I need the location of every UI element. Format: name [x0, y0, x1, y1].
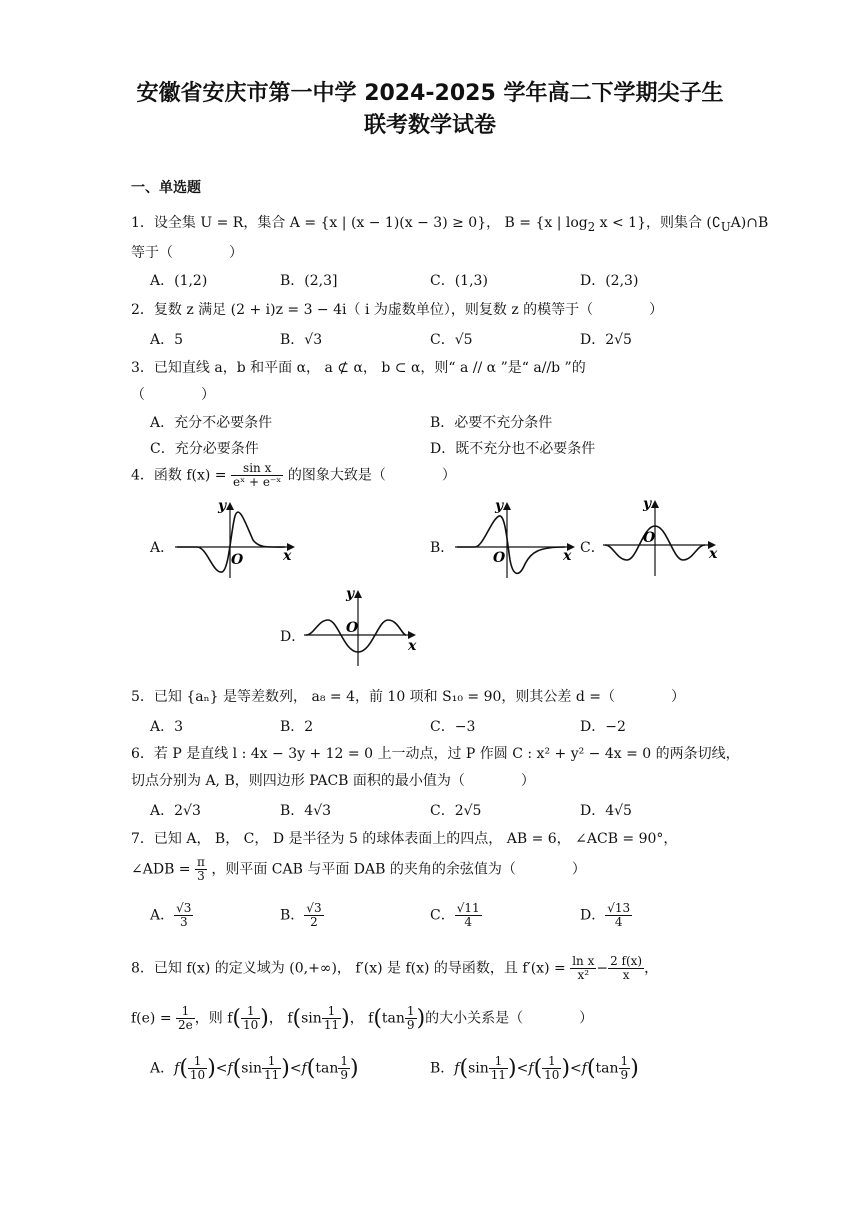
- q1-text-c: A)∩B: [730, 215, 769, 231]
- f: f: [301, 1060, 307, 1077]
- q5-option-d[interactable]: D．−2: [580, 719, 626, 735]
- q4-option-d-label[interactable]: D．: [280, 629, 306, 645]
- q1-text-b: x < 1}，则集合 (∁: [595, 215, 721, 231]
- curve: [457, 516, 565, 573]
- q6-option-a[interactable]: A．2√3: [150, 803, 201, 819]
- q1-text-a: 1．设全集 U = R，集合 A = {x | (x − 1)(x − 3) ≥ 0}， B = {x | log: [131, 215, 588, 231]
- q8-minus: −: [596, 960, 609, 977]
- q7-text-b: ，则平面 CAB 与平面 DAB 的夹角的余弦值为（ ）: [211, 861, 586, 878]
- q7-option-c[interactable]: [430, 902, 482, 929]
- num: 1: [262, 1055, 281, 1069]
- q5-option-c[interactable]: C．−3: [430, 719, 476, 735]
- q4-graph-c[interactable]: [603, 498, 733, 578]
- q1-stem: [131, 212, 768, 234]
- label: A．: [150, 1060, 175, 1077]
- q7-option-d[interactable]: [580, 902, 632, 929]
- q8-text-a2: f(e) =: [131, 1010, 172, 1027]
- q7-angle-fraction: [195, 856, 207, 883]
- den: 10: [189, 1068, 206, 1082]
- num: 1: [241, 1005, 260, 1019]
- q4-option-c-label[interactable]: C．: [580, 540, 605, 556]
- paren: ): [260, 1006, 269, 1031]
- q7-option-d-fraction: [605, 902, 632, 929]
- den: 11: [263, 1068, 280, 1082]
- den: 9: [340, 1068, 349, 1082]
- q2-option-a[interactable]: A．5: [150, 332, 184, 348]
- num: 1: [542, 1055, 561, 1069]
- q4-text-a: 4．函数 f(x) =: [131, 467, 227, 484]
- num: 1: [406, 1004, 415, 1018]
- paren: ): [341, 1006, 350, 1031]
- y-label: y: [346, 586, 355, 602]
- num: √11: [456, 901, 480, 915]
- label: B．: [430, 1060, 455, 1077]
- q1-option-a[interactable]: A．(1,2): [150, 273, 208, 289]
- y-label: y: [218, 498, 227, 514]
- q8-comma: ，: [644, 960, 659, 977]
- q8-fe-fraction: [176, 1005, 195, 1032]
- x-label: x: [283, 548, 292, 564]
- q3-option-d[interactable]: D．既不充分也不必要条件: [430, 441, 596, 457]
- y-label: y: [643, 496, 652, 512]
- num: ln x: [572, 954, 595, 968]
- q1-option-d[interactable]: D．(2,3): [580, 273, 639, 289]
- den: 2: [310, 915, 318, 929]
- q6-option-c[interactable]: C．2√5: [430, 803, 482, 819]
- num: 1: [340, 1054, 349, 1068]
- paren: ): [416, 1006, 426, 1031]
- f: f: [528, 1060, 534, 1077]
- q4-function-fraction: [231, 462, 283, 489]
- q5-option-a[interactable]: A．3: [150, 719, 184, 735]
- q7-angle-num: π: [197, 855, 205, 869]
- den: 2e: [178, 1018, 193, 1032]
- f: f: [174, 1060, 180, 1077]
- f: f: [454, 1060, 460, 1077]
- q7-angle-den: 3: [197, 869, 205, 883]
- origin-label: O: [346, 620, 359, 636]
- paper-title-line1: 安徽省安庆市第一中学 2024-2025 学年高二下学期尖子生: [136, 81, 724, 106]
- section-heading: 一、单选题: [131, 180, 201, 196]
- q4-denominator: eˣ + e⁻ˣ: [233, 475, 282, 489]
- q7-option-b-label: B．: [280, 907, 305, 924]
- paren: (: [306, 1056, 316, 1081]
- q8-stem-line2: [131, 1005, 593, 1032]
- frac: [188, 1055, 207, 1082]
- sin: sin: [468, 1060, 489, 1077]
- q1-log-base: 2: [587, 219, 596, 234]
- origin-label: O: [643, 530, 656, 546]
- lt: <: [516, 1060, 529, 1077]
- q4-option-b-label[interactable]: B．: [430, 540, 455, 556]
- f: f: [581, 1060, 587, 1077]
- q7-option-a-label: A．: [150, 907, 175, 924]
- num: 1: [489, 1055, 508, 1069]
- num: 2 f(x): [610, 954, 643, 968]
- den: 11: [323, 1018, 340, 1032]
- f: f: [227, 1060, 233, 1077]
- q6-option-d[interactable]: D．4√5: [580, 803, 632, 819]
- paren: (: [232, 1056, 242, 1081]
- q1-option-c[interactable]: C．(1,3): [430, 273, 488, 289]
- q2-option-b[interactable]: B．√3: [280, 332, 323, 348]
- y-axis-arrow: [503, 502, 511, 510]
- lt: <: [215, 1060, 228, 1077]
- q6-option-b[interactable]: B．4√3: [280, 803, 332, 819]
- q3-stem-line2: （ ）: [131, 387, 215, 403]
- num: 1: [322, 1005, 341, 1019]
- q6-stem-line2: 切点分别为 A, B，则四边形 PACB 面积的最小值为（ ）: [131, 773, 535, 789]
- q4-graph-b[interactable]: [455, 500, 585, 580]
- q7-stem: 7．已知 A， B， C， D 是半径为 5 的球体表面上的四点， AB = 6， ∠ACB = 90°，: [131, 831, 678, 847]
- paren: (: [459, 1056, 469, 1081]
- q8-text-e2: 的大小关系是（ ）: [425, 1010, 594, 1027]
- den: x²: [577, 968, 590, 982]
- sin-label: sin: [301, 1010, 322, 1027]
- num: √3: [306, 901, 322, 915]
- q8-text-c2: ， f: [268, 1010, 293, 1027]
- q7-option-c-fraction: [455, 902, 482, 929]
- q8-fraction-2: [608, 955, 644, 982]
- q2-stem: 2．复数 z 满足 (2 + i)z = 3 − 4i（ i 为虚数单位），则复数 z 的模等于（ ）: [131, 302, 664, 318]
- q8-p3: [405, 1005, 417, 1032]
- q1-complement-sub: U: [720, 219, 731, 234]
- q7-text-a: ∠ADB =: [131, 861, 191, 878]
- paren: ): [561, 1056, 571, 1081]
- frac: [489, 1055, 508, 1082]
- den: 10: [243, 1018, 259, 1032]
- x-label: x: [408, 638, 417, 654]
- q4-graph-d[interactable]: [304, 588, 434, 668]
- den: 4: [464, 915, 472, 929]
- lt: <: [570, 1060, 582, 1077]
- tan-label: tan: [381, 1010, 405, 1027]
- paren: ): [508, 1056, 517, 1081]
- q3-option-a[interactable]: A．充分不必要条件: [150, 415, 273, 431]
- den: 10: [544, 1068, 560, 1082]
- q2-option-d[interactable]: D．2√5: [580, 332, 632, 348]
- paren: (: [292, 1006, 302, 1031]
- q6-stem: 6．若 P 是直线 l : 4x − 3y + 12 = 0 上一动点，过 P 作圆 C : x² + y² − 4x = 0 的两条切线，: [131, 746, 740, 762]
- q1-stem-line2: 等于（ ）: [131, 245, 243, 261]
- x-label: x: [709, 546, 718, 562]
- q7-option-a[interactable]: [150, 902, 193, 929]
- frac: [338, 1055, 350, 1082]
- q4-text-b: 的图象大致是（ ）: [287, 467, 456, 484]
- lt: <: [289, 1060, 302, 1077]
- origin-label: O: [231, 552, 244, 568]
- paren: (: [179, 1056, 188, 1081]
- q3-stem: 3．已知直线 a，b 和平面 α， a ⊄ α， b ⊂ α，则“ a // α ”是“ a//b ”的: [131, 360, 586, 376]
- paren: (: [373, 1006, 382, 1031]
- y-label: y: [495, 498, 504, 514]
- q5-option-b[interactable]: B．2: [280, 719, 314, 735]
- q8-text-b2: ，则 f: [194, 1010, 233, 1027]
- q8-option-a[interactable]: [150, 1055, 359, 1082]
- y-axis-arrow: [354, 590, 362, 598]
- num: 1: [620, 1054, 629, 1068]
- origin-label: O: [493, 550, 506, 566]
- q8-option-b[interactable]: [430, 1055, 639, 1082]
- paren: ): [630, 1056, 639, 1081]
- tan: tan: [595, 1060, 619, 1077]
- paren: ): [207, 1056, 216, 1081]
- q7-option-b-fraction: [304, 902, 323, 929]
- num: √13: [607, 901, 631, 915]
- q1-option-b[interactable]: B．(2,3]: [280, 273, 338, 289]
- q7-option-d-label: D．: [580, 907, 606, 924]
- frac: [262, 1055, 281, 1082]
- q4-option-a-label[interactable]: A．: [150, 540, 175, 556]
- q8-text-d2: ， f: [349, 1010, 374, 1027]
- y-axis-arrow: [226, 502, 234, 510]
- q5-stem: 5．已知 {aₙ} 是等差数列， a₈ = 4，前 10 项和 S₁₀ = 90，则其公差 d =（ ）: [131, 689, 685, 705]
- den: x: [622, 968, 630, 982]
- q8-stem: [131, 955, 658, 982]
- frac: [542, 1055, 561, 1082]
- paper-title-line2: 联考数学试卷: [363, 113, 496, 138]
- den: 11: [490, 1068, 507, 1082]
- sin: sin: [241, 1060, 262, 1077]
- tan: tan: [315, 1060, 339, 1077]
- q8-fraction-1: [570, 955, 596, 982]
- paren: (: [232, 1006, 242, 1031]
- paren: ): [350, 1056, 359, 1081]
- q3-option-c[interactable]: C．充分必要条件: [150, 441, 259, 457]
- num: 1: [188, 1055, 207, 1069]
- q7-option-a-fraction: [174, 902, 193, 929]
- den: 3: [179, 915, 188, 929]
- den: 9: [620, 1068, 629, 1082]
- q7-option-c-label: C．: [430, 907, 455, 924]
- q4-numerator: sin x: [231, 462, 283, 476]
- q8-text-a: 8．已知 f(x) 的定义域为 (0,+∞)， f′(x) 是 f(x) 的导函数，且 f′(x) =: [131, 960, 566, 977]
- q8-p2: [322, 1005, 341, 1032]
- num: √3: [176, 901, 192, 915]
- q4-graph-a[interactable]: [175, 500, 305, 580]
- q7-option-b[interactable]: [280, 902, 324, 929]
- den: 9: [406, 1018, 415, 1032]
- paren: (: [586, 1056, 596, 1081]
- q3-option-b[interactable]: B．必要不充分条件: [430, 415, 553, 431]
- frac: [619, 1055, 631, 1082]
- paren: ): [281, 1056, 290, 1081]
- q8-p1: [241, 1005, 260, 1032]
- q2-option-c[interactable]: C．√5: [430, 332, 473, 348]
- den: 4: [614, 915, 623, 929]
- num: 1: [176, 1005, 195, 1019]
- paren: (: [533, 1056, 543, 1081]
- q7-stem-line2: [131, 856, 586, 883]
- q4-stem: [131, 462, 456, 489]
- y-axis-arrow: [651, 500, 659, 508]
- x-label: x: [563, 548, 572, 564]
